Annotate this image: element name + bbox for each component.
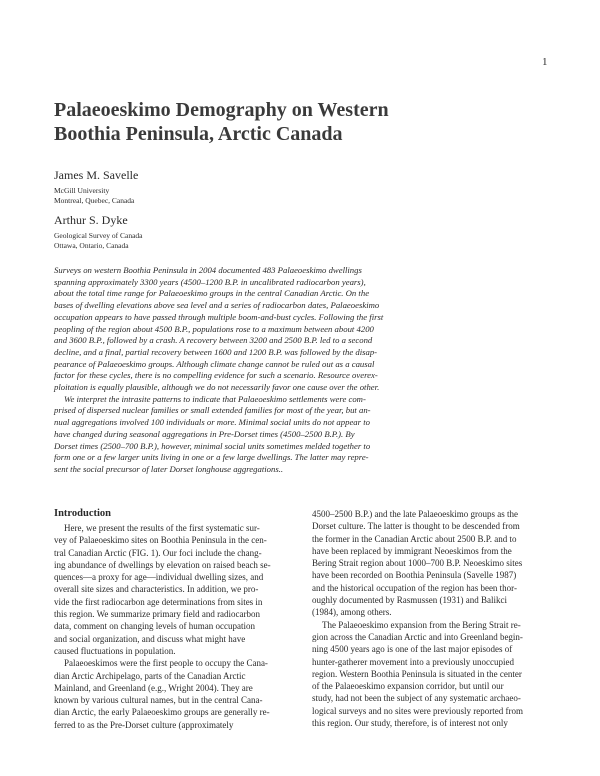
body-line: dian Arctic Archipelago, parts of the Canadian Arctic [54, 670, 246, 681]
body-line: caused fluctuations in population. [54, 645, 176, 656]
abstract-line: and 3600 B.P., followed by a crash. A recovery between 3200 and 2500 B.P. led to a second [54, 335, 373, 346]
affiliation-line: Montreal, Quebec, Canada [54, 196, 135, 205]
abstract-line: bases of dwelling elevations above sea level and a series of radiocarbon dates, Palaeoeskimo [54, 300, 380, 311]
body-line: dian Arctic, the early Palaeoeskimo groups are generally re- [54, 707, 270, 718]
body-line: region. Western Boothia Peninsula is situated in the center [312, 668, 522, 679]
body-line: The Palaeoeskimo expansion from the Bering Strait re- [322, 619, 521, 630]
abstract-line: prised of dispersed nuclear families or small extended families for most of the year, but an- [54, 405, 371, 416]
body-line: tral Canadian Arctic (FIG. 1). Our foci include the chang- [54, 547, 262, 558]
body-column-right [312, 508, 550, 729]
body-line: have been replaced by immigrant Neoeskimos from the [312, 545, 512, 556]
abstract-line: decline, and a final, partial recovery between 1600 and 1200 B.P. was followed by the disap- [54, 346, 378, 357]
body-line: Bering Strait region about 1000–700 B.P. Neoeskimo sites [312, 558, 523, 569]
body-line: hunter-gatherer movement into a previously unoccupied [312, 656, 515, 667]
body-line: vide the first radiocarbon age determinations from sites in [54, 596, 263, 607]
section-heading-introduction: Introduction [54, 508, 111, 519]
abstract-line: form one or a few larger units living in one or a few large dwellings. The latter may repre- [54, 452, 369, 463]
body-line: 4500–2500 B.P.) and the late Palaeoeskimo groups as the [312, 509, 518, 519]
abstract-line: We interpret the intrasite patterns to indicate that Palaeoeskimo settlements were com- [64, 393, 366, 404]
body-line: Dorset culture. The latter is thought to be descended from [312, 521, 520, 532]
title-line: Boothia Peninsula, Arctic Canada [54, 123, 343, 145]
article-title [54, 98, 494, 146]
page-number: 1 [542, 56, 548, 68]
body-line: have been recorded on Boothia Peninsula (Savelle 1987) [312, 570, 517, 581]
abstract-line: about the total time range for Palaeoeskimo groups in the central Canadian Arctic. On the [54, 288, 370, 299]
body-line: and the historical occupation of the region has been thor- [312, 582, 518, 593]
abstract-line: ploitation is equally plausible, although we do not necessarily favor one cause over the other. [54, 382, 380, 393]
body-line: study, had not been the subject of any systematic archaeo- [312, 693, 521, 704]
abstract-line: sent the social precursor of later Dorset longhouse aggregations.. [54, 463, 284, 474]
body-line: Mainland, and Greenland (e.g., Wright 2004). They are [54, 682, 253, 693]
body-line: ning 4500 years ago is one of the last major episodes of [312, 644, 513, 655]
body-line: gion across the Canadian Arctic and into Greenland begin- [312, 631, 523, 642]
author-name: James M. Savelle [54, 168, 139, 182]
abstract-line: factor for these cycles, there is no compelling evidence for such a scenario. Resource overex- [54, 370, 378, 381]
body-line: of the Palaeoeskimo expansion corridor, but until our [312, 681, 504, 692]
affiliation-line: Geological Survey of Canada [54, 231, 143, 240]
body-line: oughly documented by Rasmussen (1931) and Balikci [312, 595, 507, 606]
title-line: Palaeoeskimo Demography on Western [54, 99, 389, 121]
body-line: known by various cultural names, but in the central Cana- [54, 695, 263, 706]
body-line: logical surveys and no sites were previously reported from [312, 705, 523, 716]
body-column-left [54, 522, 292, 731]
author-name: Arthur S. Dyke [54, 213, 128, 227]
body-line: vey of Palaeoeskimo sites on Boothia Peninsula in the cen- [54, 535, 267, 546]
body-line: this region. Our study, therefore, is of interest not only [312, 718, 508, 729]
body-line: this region. We summarize primary field and radiocarbon [54, 609, 261, 620]
abstract-line: nual aggregations involved 100 individuals or more. Minimal social units do not appear to [54, 417, 370, 428]
body-line: (1984), among others. [312, 607, 392, 618]
body-line: overall site sizes and characteristics. In addition, we pro- [54, 584, 259, 595]
abstract-line: Dorset times (2500–700 B.P.), however, minimal social units sometimes melded together to [54, 440, 371, 451]
body-line: ing abundance of dwellings by elevation on raised beach se- [54, 559, 271, 570]
body-line: Palaeoeskimos were the first people to occupy the Cana- [64, 658, 268, 669]
author-affiliation [54, 231, 143, 251]
abstract-line: spanning approximately 3300 years (4500–1200 B.P. in uncalibrated radiocarbon years), [54, 276, 366, 287]
body-line: data, comment on changing levels of human occupation [54, 621, 255, 632]
body-line: and social organization, and discuss what might have [54, 633, 246, 644]
body-line: quences—a proxy for age—individual dwelling sizes, and [54, 572, 264, 583]
body-line: the former in the Canadian Arctic about 2500 B.P. and to [312, 533, 517, 544]
abstract-line: Surveys on western Boothia Peninsula in 2004 documented 483 Palaeoeskimo dwellings [54, 265, 362, 275]
abstract-line: have changed during seasonal aggregations in Pre-Dorset times (4500–2500 B.P.). By [54, 428, 355, 439]
body-line: ferred to as the Pre-Dorset culture (approximately [54, 719, 234, 730]
abstract-line: peopling of the region about 4500 B.P., populations rose to a maximum between about 4200 [54, 323, 374, 334]
abstract-line: pearance of Palaeoeskimo groups. Although climate change cannot be ruled out as a causal [54, 358, 375, 369]
affiliation-line: McGill University [54, 186, 110, 195]
abstract [54, 265, 552, 476]
abstract-line: occupation appears to have passed through multiple boom-and-bust cycles. Following the first [54, 311, 384, 322]
affiliation-line: Ottawa, Ontario, Canada [54, 241, 129, 250]
author-affiliation [54, 186, 134, 206]
body-line: Here, we present the results of the first systematic sur- [64, 523, 260, 533]
